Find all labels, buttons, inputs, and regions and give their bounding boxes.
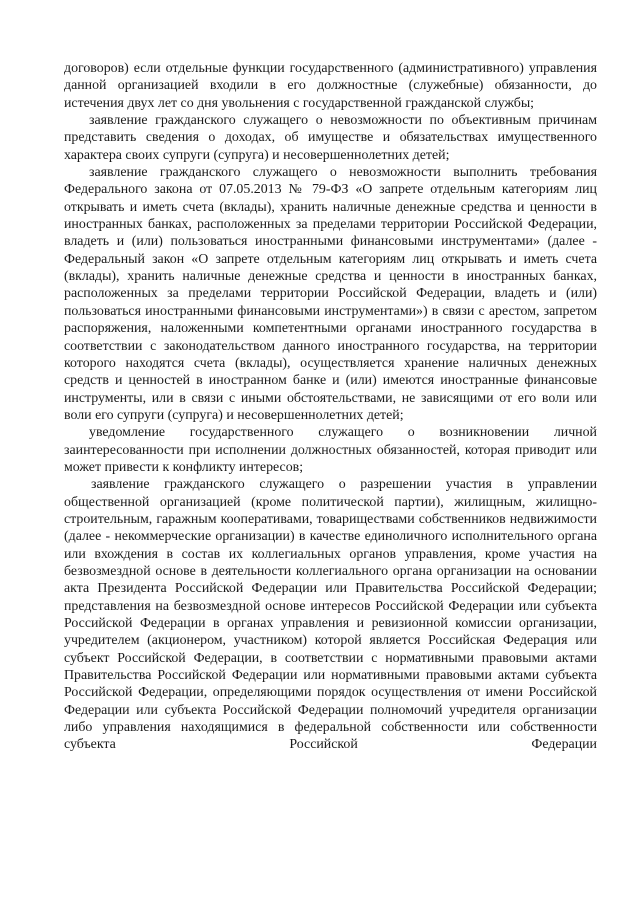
paragraph-3: заявление гражданского служащего о невозможности выполнить требования Федерального закона от 07.05.2013 № 79-ФЗ «О запрете отдельным категориям лиц открывать и иметь счета (вклады), хранить наличные денежные средства и ценности в иностранных банках, расположенных за пределами территории Российской Федерации, владеть и (или) пользоваться иностранными финансовыми инструментами» (далее - Федеральный закон «О запрете отдельным категориям лиц открывать и иметь счета (вклады), хранить наличные денежные средства и ценности в иностранных банках, расположенных за пределами территории Российской Федерации, владеть и (или) пользоваться иностранными финансовыми инструментами») в связи с арестом, запретом распоряжения, наложенными компетентными органами иностранного государства в соответствии с законодательством данного иностранного государства, на территории которого находятся счета (вклады), осуществляется хранение наличных денежных средств и ценностей в иностранном банке и (или) имеются иностранные финансовые инструменты, или в связи с иными обстоятельствами, не зависящими от его воли или воли его супруги (супруга) и несовершеннолетних детей; (64, 165, 597, 423)
paragraph-5: заявление гражданского служащего о разрешении участия в управлении общественной организацией (кроме политической партии), жилищным, жилищно-строительным, гаражным кооперативами, товариществами собственников недвижимости (далее - некоммерческие организации) в качестве единоличного исполнительного органа или вхождения в состав их коллегиальных органов управления, кроме участия на безвозмездной основе в деятельности коллегиального органа организации на основании акта Президента Российской Федерации или Правительства Российской Федерации; представления на безвозмездной основе интересов Российской Федерации или субъекта Российской Федерации в органах управления и ревизионной комиссии организации, учредителем (акционером, участником) которой является Российская Федерация или субъект Российской Федерации, в соответствии с нормативными правовыми актами Правительства Российской Федерации или нормативными правовыми актами субъекта Российской Федерации, определяющими порядок осуществления от имени Российской Федерации или субъекта Российской Федерации полномочий учредителя организации либо управления находящимися в федеральной собственности или собственности субъекта Российской Федерации (64, 477, 597, 753)
paragraph-2: заявление гражданского служащего о невозможности по объективным причинам представить сведения о доходах, об имуществе и обязательствах имущественного характера своих супруги (супруга) и несовершеннолетних детей; (64, 113, 597, 163)
paragraph-4: уведомление государственного служащего о возникновении личной заинтересованности при исполнении должностных обязанностей, которая приводит или может привести к конфликту интересов; (64, 425, 597, 475)
document-page (64, 60, 597, 754)
paragraph-1: договоров) если отдельные функции государственного (административного) управления данной организацией входили в его должностные (служебные) обязанности, до истечения двух лет со дня увольнения с государственной гражданской службы; (64, 61, 597, 111)
